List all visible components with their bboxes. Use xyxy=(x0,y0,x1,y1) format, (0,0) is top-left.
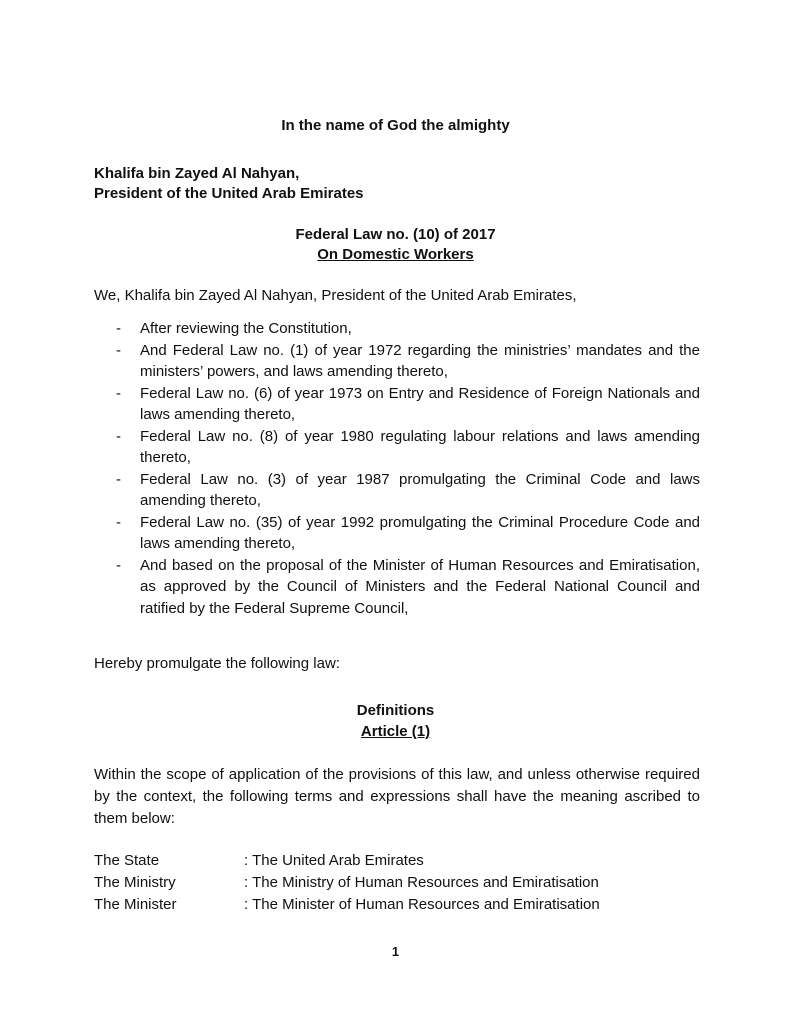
issuer-name: Khalifa bin Zayed Al Nahyan, xyxy=(94,165,300,182)
list-item: - Federal Law no. (35) of year 1992 promulgating the Criminal Procedure Code and laws amending thereto, xyxy=(116,513,700,552)
bullet-dash: - xyxy=(116,513,121,531)
list-item: - And Federal Law no. (1) of year 1972 regarding the ministries’ mandates and the ministers’ powers, and laws amending thereto, xyxy=(116,341,700,380)
page-number: 1 xyxy=(391,944,400,959)
definition-meaning: : The Ministry of Human Resources and Emiratisation xyxy=(244,874,599,891)
bullet-dash: - xyxy=(116,320,121,337)
law-subject: On Domestic Workers xyxy=(317,246,474,263)
definition-meaning: : The United Arab Emirates xyxy=(244,852,424,869)
list-item: - And based on the proposal of the Minister of Human Resources and Emiratisation, as approved by the Council of Ministers and the Federal National Council and ratified by the Federal Supreme Council, xyxy=(116,556,700,617)
promulgation-statement: Hereby promulgate the following law: xyxy=(94,655,340,672)
bullet-dash: - xyxy=(116,384,121,402)
list-item: - Federal Law no. (6) of year 1973 on Entry and Residence of Foreign Nationals and laws amending thereto, xyxy=(116,384,700,423)
section-heading: Definitions xyxy=(356,702,435,719)
article-heading: Article (1) xyxy=(360,723,431,740)
list-item: - Federal Law no. (8) of year 1980 regulating labour relations and laws amending thereto, xyxy=(116,427,700,466)
definition-meaning: : The Minister of Human Resources and Emiratisation xyxy=(244,896,600,913)
definitions-list xyxy=(94,850,700,916)
bullet-dash: - xyxy=(116,556,121,574)
bullet-dash: - xyxy=(116,341,121,359)
definition-term: The State xyxy=(94,852,160,869)
invocation-heading: In the name of God the almighty xyxy=(281,117,510,134)
preamble-intro: We, Khalifa bin Zayed Al Nahyan, President of the United Arab Emirates, xyxy=(94,287,577,304)
definition-row xyxy=(94,872,700,894)
definition-term: The Ministry xyxy=(94,874,176,891)
definitions-intro: Within the scope of application of the provisions of this law, and unless otherwise required by the context, the following terms and expressions shall have the meaning ascribed to them below: xyxy=(94,766,700,827)
definition-row xyxy=(94,850,700,872)
list-item: - After reviewing the Constitution, xyxy=(94,318,700,340)
definition-row xyxy=(94,894,700,916)
preamble-list xyxy=(94,318,700,619)
issuer-title: President of the United Arab Emirates xyxy=(94,185,364,202)
law-title: Federal Law no. (10) of 2017 xyxy=(295,226,496,243)
bullet-dash: - xyxy=(116,427,121,445)
bullet-dash: - xyxy=(116,470,121,488)
definition-term: The Minister xyxy=(94,896,177,913)
list-item: - Federal Law no. (3) of year 1987 promulgating the Criminal Code and laws amending thereto, xyxy=(116,470,700,509)
